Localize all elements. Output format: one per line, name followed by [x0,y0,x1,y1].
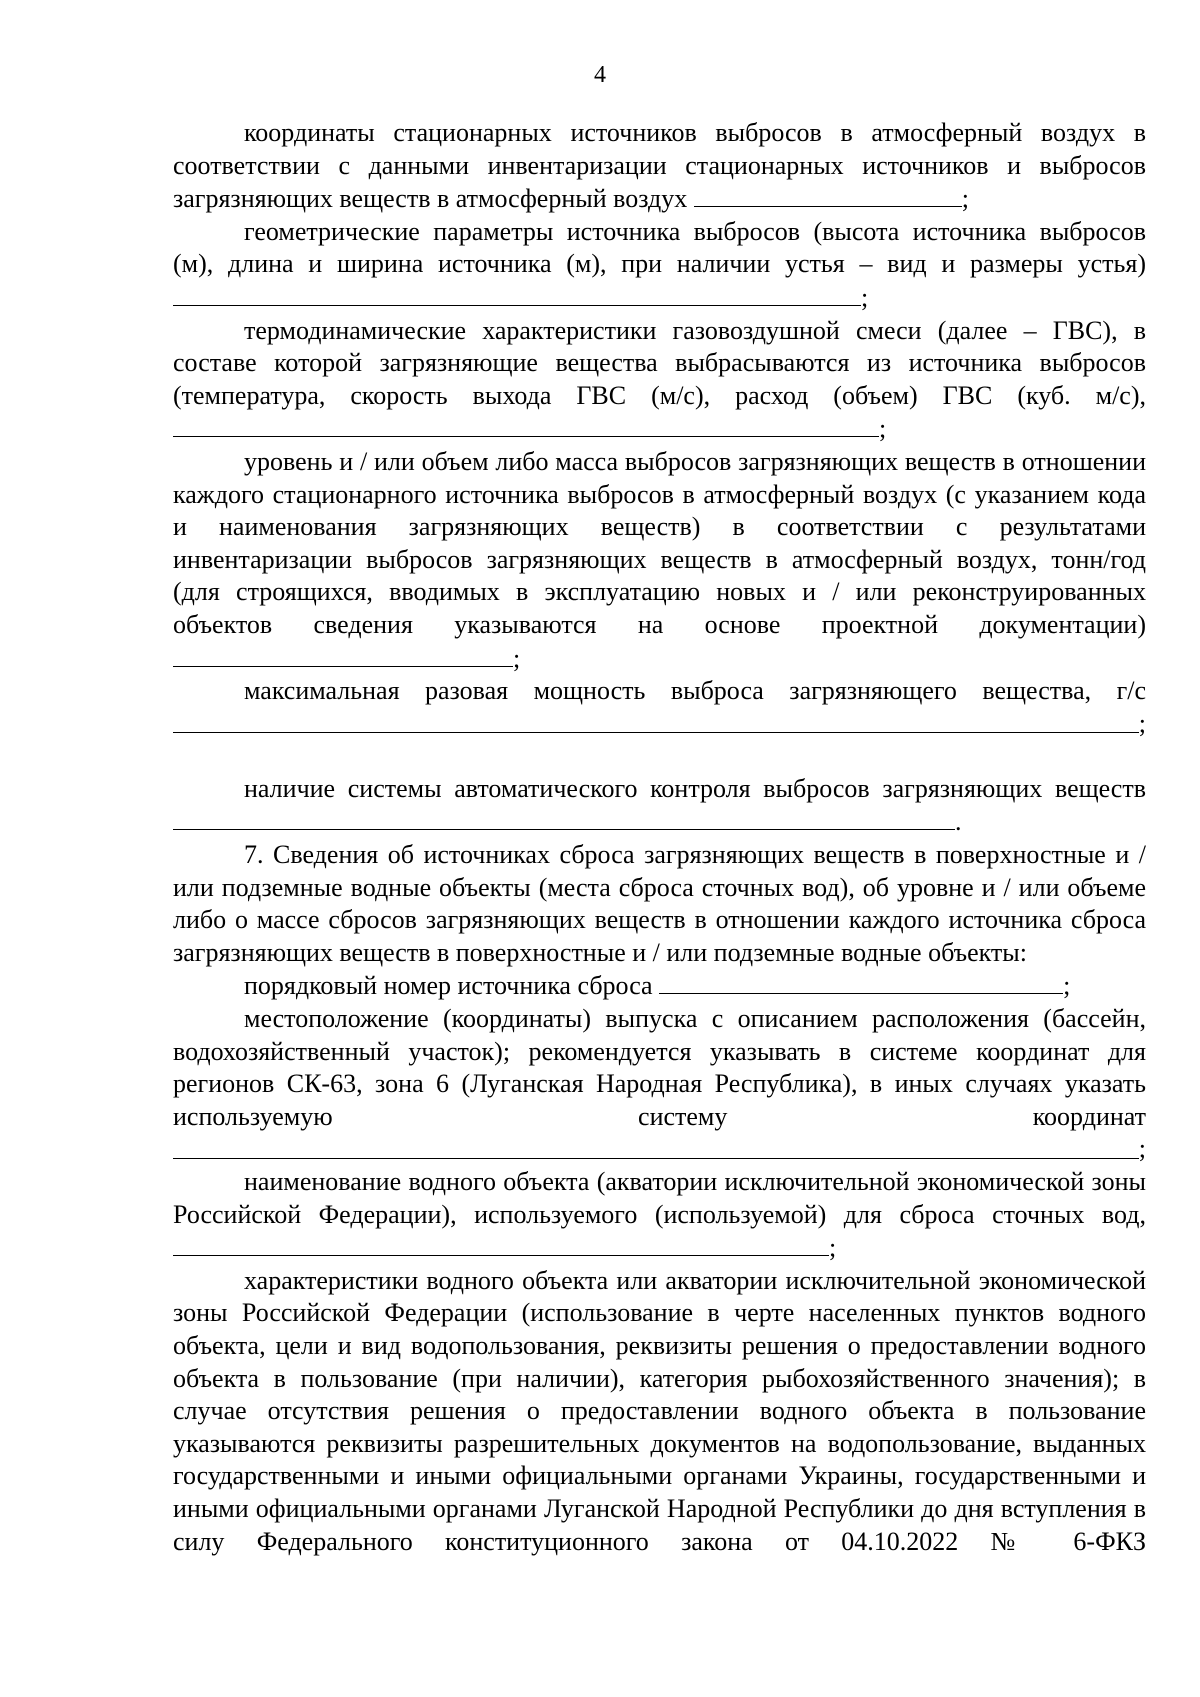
fill-in-blank[interactable] [173,1134,1139,1159]
paragraph-text: местоположение (координаты) выпуска с описанием расположения (бассейн, водохозяйственный участок); рекомендуется указывать в системе координат для регионов СК-63, зона 6 (Луганская Народная Республика), в иных случаях указать используемую систему координат [173,1004,1146,1131]
fill-in-blank[interactable] [173,708,1139,733]
paragraph-text: максимальная разовая мощность выброса загрязняющего вещества, г/с [244,676,1146,706]
paragraph-text: 7. Сведения об источниках сброса загрязняющих веществ в поверхностные и / или подземные водные объекты (места сброса сточных вод), об уровне и / или объеме либо о массе сбросов загрязняющих веществ в отношении каждого источника сброса загрязняющих веществ в поверхностные и / или подземные водные объекты: [173,840,1146,967]
paragraph-automatic-control [173,773,1146,839]
fill-in-blank[interactable] [694,182,962,207]
line-end-punctuation: ; [829,1233,837,1263]
paragraph-text: уровень и / или объем либо масса выбросов загрязняющих веществ в отношении каждого стационарного источника выбросов в атмосферный воздух (с указанием кода и наименования загрязняющих веществ) в соответствии с результатами инвентаризации выбросов загрязняющих веществ в атмосферный воздух, тонн/год (для строящихся, вводимых в эксплуатацию новых и / или реконструированных объектов сведения указываются на основе проектной документации) [173,446,1146,639]
fill-in-blank[interactable] [659,969,1063,994]
fill-in-blank[interactable] [173,642,513,667]
document-body [173,117,1146,1558]
paragraph-thermodynamic-characteristics [173,315,1146,446]
paragraph-text: координаты стационарных источников выбросов в атмосферный воздух в соответствии с данными инвентаризации стационарных источников и выбросов загрязняющих веществ в атмосферный воздух [173,118,1146,214]
fill-in-blank[interactable] [173,412,879,437]
fill-in-blank[interactable] [173,1231,829,1256]
fill-in-blank[interactable] [173,281,861,306]
paragraph-source-coordinates [173,117,1146,216]
paragraph-text: характеристики водного объекта или акватории исключительной экономической зоны Российской Федерации (использование в черте населенных пунктов водного объекта, цели и вид водопользования, реквизиты решения о предоставлении водного объекта в пользование (при наличии), категория рыбохозяйственного значения); в случае отсутствия решения о предоставлении водного объекта в пользование указываются реквизиты разрешительных документов на водопользование, выданных государственными и иными официальными органами Украины, государственными и иными официальными органами Луганской Народной Республики до дня вступления в силу Федерального конституционного закона от 04.10.2022 № 6-ФКЗ [173,1265,1146,1556]
paragraph-section-7 [173,839,1146,969]
paragraph-text: наличие системы автоматического контроля выбросов загрязняющих веществ [244,773,1146,803]
paragraph-text: термодинамические характеристики газовоздушной смеси (далее – ГВС), в составе которой загрязняющие вещества выбрасываются из источника выбросов (температура, скорость выхода ГВС (м/с), расход (объем) ГВС (куб. м/с), [173,315,1146,410]
paragraph-text: геометрические параметры источника выбросов (высота источника выбросов (м), длина и ширина источника (м), при наличии устья – вид и размеры устья) [173,216,1146,279]
paragraph-max-emission-power [173,675,1146,708]
paragraph-water-body-name [173,1166,1146,1265]
paragraph-discharge-source-number [173,969,1146,1003]
full-width-blank [173,708,1146,741]
line-end-punctuation: . [955,807,962,837]
paragraph-emission-level [173,446,1146,675]
paragraph-geometric-parameters [173,216,1146,315]
line-end-punctuation: ; [1138,1134,1146,1164]
paragraph-outlet-location [173,1003,1146,1133]
fill-in-blank[interactable] [173,805,955,830]
line-end-punctuation: ; [861,282,869,312]
full-width-blank [173,1133,1146,1166]
line-end-punctuation: ; [879,414,887,444]
line-end-punctuation: ; [961,184,969,214]
paragraph-text: наименование водного объекта (акватории исключительной экономической зоны Российской Федерации), используемого (используемой) для сброса сточных вод, [173,1167,1146,1229]
spacer [173,740,1146,773]
line-end-punctuation: ; [513,643,521,673]
line-end-punctuation: ; [1063,971,1071,1001]
page-number: 4 [594,62,606,88]
paragraph-text: порядковый номер источника сброса [244,971,653,1001]
paragraph-water-body-characteristics [173,1265,1146,1558]
line-end-punctuation: ; [1138,708,1146,738]
